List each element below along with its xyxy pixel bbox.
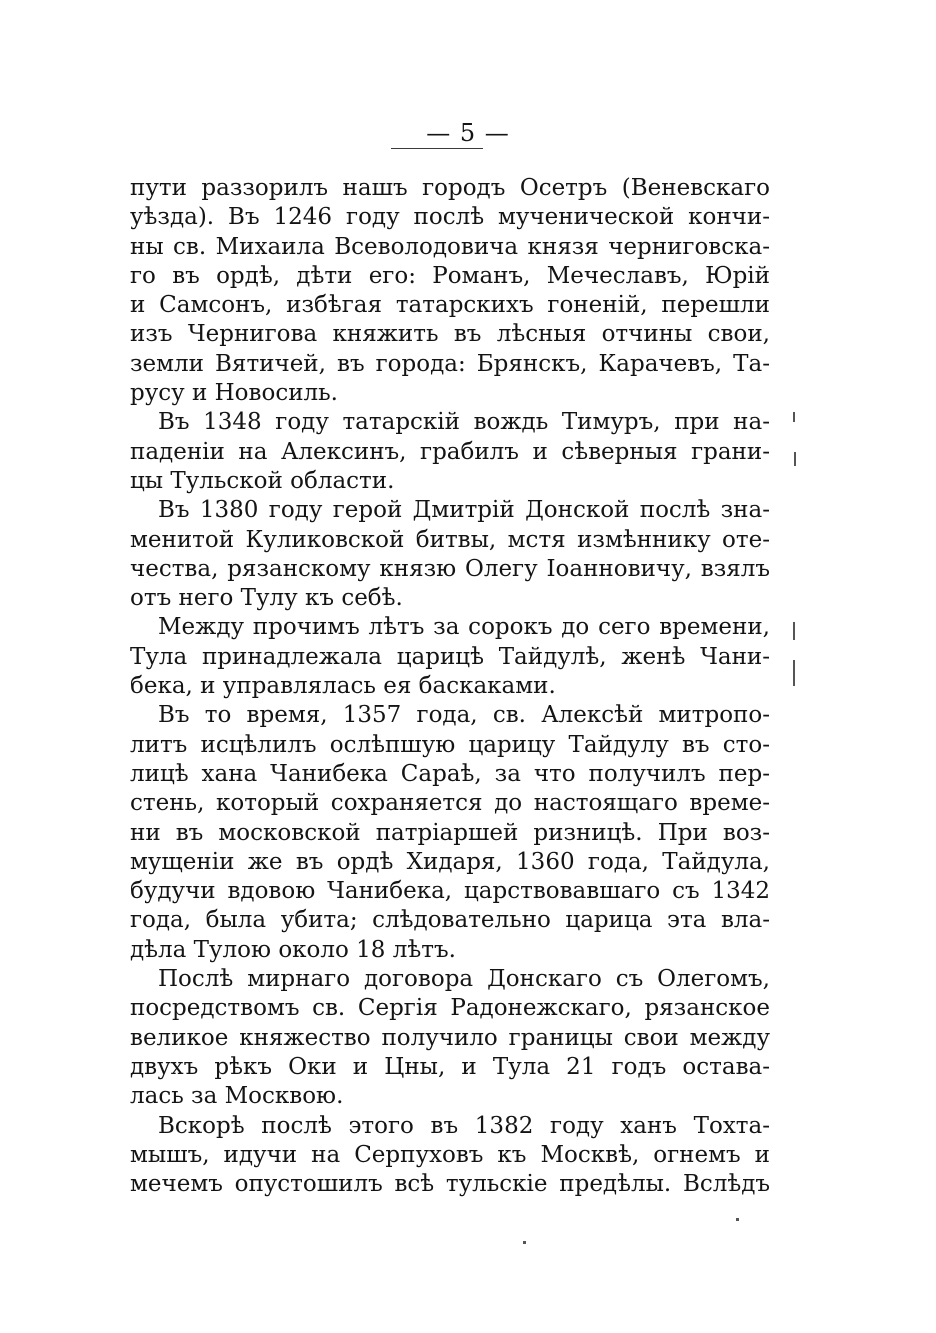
margin-speck [793,412,795,422]
text-line: Тула принадлежала царицѣ Тайдулѣ, женѣ Чани- [130,643,770,670]
body-text [130,174,770,1199]
text-line: го въ ордѣ, дѣти его: Романъ, Мечеславъ, Юрій [130,262,770,289]
text-line: Въ то время, 1357 года, св. Алексѣй митропо- [158,702,770,729]
text-line: Послѣ мирнаго договора Донскаго съ Олегомъ, [158,966,770,993]
header-rule [391,148,483,149]
text-line: Въ 1348 году татарскій вождь Тимуръ, при на- [158,409,770,436]
text-line: менитой Куликовской битвы, мстя измѣннику оте- [130,526,770,553]
text-line: будучи вдовою Чанибека, царствовавшаго съ 1342 [130,878,770,905]
text-line: мышъ, идучи на Серпуховъ къ Москвѣ, огнемъ и [130,1141,770,1168]
text-line: Вскорѣ послѣ этого въ 1382 году ханъ Тохта- [158,1112,770,1139]
text-line: пути раззорилъ нашъ городъ Осетръ (Веневскаго [130,175,770,201]
text-line: ны св. Михаила Всеволодовича князя черниговска- [130,233,770,260]
text-line: уѣзда). Въ 1246 году послѣ мученической кончи- [130,204,770,231]
text-line: великое княжество получило границы свои между [130,1024,770,1051]
text-line: паденіи на Алексинъ, грабилъ и сѣверныя грани- [130,438,770,465]
text-line: посредствомъ св. Сергія Радонежскаго, рязанское [130,995,770,1022]
text-line: лицѣ хана Чанибека Сараѣ, за что получилъ пер- [130,760,770,787]
margin-speck [736,1218,739,1221]
text-line: дѣла Тулою около 18 лѣтъ. [130,936,456,963]
text-line: земли Вятичей, въ города: Брянскъ, Карачевъ, Та- [130,350,770,377]
text-line: двухъ рѣкъ Оки и Цны, и Тула 21 годъ остава- [130,1053,770,1080]
text-line: отъ него Тулу къ себѣ. [130,585,403,612]
text-line: литъ исцѣлилъ ослѣпшую царицу Тайдулу въ сто- [130,731,770,758]
text-line: русу и Новосиль. [130,380,338,407]
text-line: и Самсонъ, избѣгая татарскихъ гоненій, перешли [130,292,770,319]
margin-speck [793,622,795,640]
text-line: изъ Чернигова княжить въ лѣсныя отчины свои, [130,321,770,348]
text-line: Между прочимъ лѣтъ за сорокъ до сего времени, [158,614,770,641]
text-line: лась за Москвою. [130,1083,344,1110]
page-number: — 5 — [426,119,510,147]
text-line: года, была убита; слѣдовательно царица эта вла- [130,907,770,934]
text-line: цы Тульской области. [130,467,395,494]
text-line: чества, рязанскому князю Олегу Іоанновичу, взялъ [130,555,770,582]
text-line: ни въ московской патріаршей ризницѣ. При воз- [130,819,770,846]
text-line: бека, и управлялась ея баскаками. [130,673,556,700]
text-line: стень, который сохраняется до настоящаго време- [130,790,770,817]
text-line: мущеніи же въ ордѣ Хидаря, 1360 года, Тайдула, [130,848,770,875]
margin-speck [793,660,795,686]
text-line: мечемъ опустошилъ всѣ тульскіе предѣлы. Вслѣдъ [130,1171,770,1198]
margin-speck [523,1241,526,1244]
margin-speck [794,452,796,466]
text-line: Въ 1380 году герой Дмитрій Донской послѣ зна- [158,497,770,524]
